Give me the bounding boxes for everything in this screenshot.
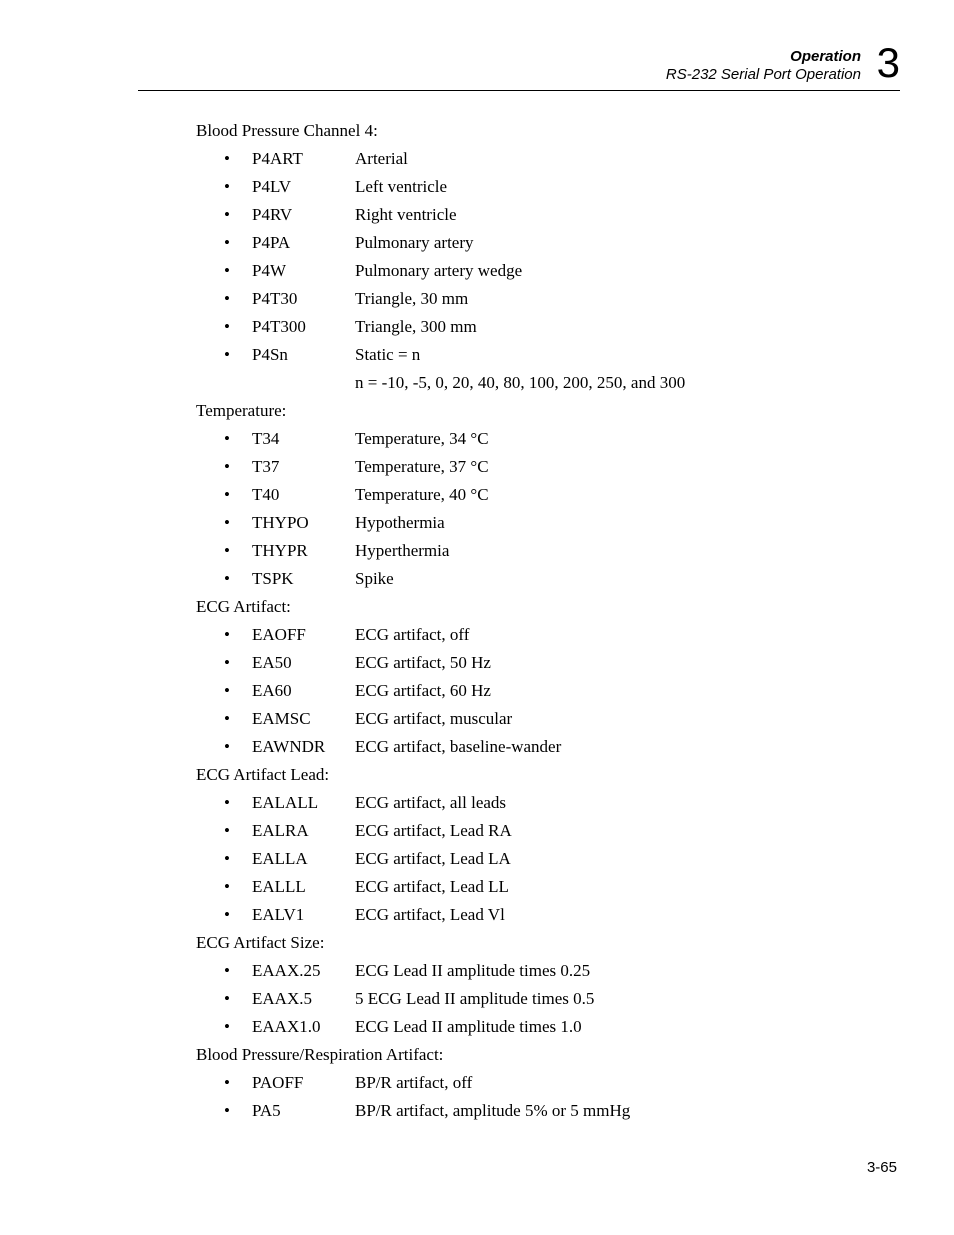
list-item [196, 481, 896, 509]
list-item [196, 453, 896, 481]
list-item [196, 1013, 896, 1041]
command-description: ECG artifact, Lead LA [355, 849, 511, 868]
list-item [196, 565, 896, 593]
list-item [196, 229, 896, 257]
bullet-icon: • [224, 289, 230, 308]
list-item [196, 705, 896, 733]
list-item [196, 425, 896, 453]
section-heading: ECG Artifact Size: [196, 933, 325, 952]
list-item [196, 145, 896, 173]
command-code: EALLL [252, 877, 306, 896]
command-description: ECG artifact, 50 Hz [355, 653, 491, 672]
bullet-icon: • [224, 1017, 230, 1036]
list-item [196, 957, 896, 985]
command-description: ECG artifact, Lead RA [355, 821, 512, 840]
command-description: Temperature, 34 °C [355, 429, 489, 448]
bullet-icon: • [224, 1101, 230, 1120]
bullet-icon: • [224, 877, 230, 896]
bullet-icon: • [224, 625, 230, 644]
section-heading: Blood Pressure Channel 4: [196, 121, 378, 140]
bullet-icon: • [224, 793, 230, 812]
list-item [196, 1097, 896, 1125]
bullet-icon: • [224, 961, 230, 980]
command-description: Left ventricle [355, 177, 448, 196]
command-code: EAMSC [252, 709, 311, 728]
command-code: EA60 [252, 681, 292, 700]
command-description: BP/R artifact, off [355, 1073, 473, 1092]
command-code: EAAX1.0 [252, 1017, 321, 1036]
list-item [196, 901, 896, 929]
section-heading: ECG Artifact Lead: [196, 765, 330, 784]
command-code: THYPR [252, 541, 308, 560]
bullet-icon: • [224, 205, 230, 224]
bullet-icon: • [224, 345, 230, 364]
section-heading: Blood Pressure/Respiration Artifact: [196, 1045, 444, 1064]
list-item [196, 341, 896, 369]
bullet-icon: • [224, 513, 230, 532]
note-text: n = -10, -5, 0, 20, 40, 80, 100, 200, 250, and 300 [355, 373, 686, 392]
list-item [196, 873, 896, 901]
command-description: Pulmonary artery wedge [355, 261, 523, 280]
command-description: ECG artifact, baseline-wander [355, 737, 562, 756]
command-description: Static = n [355, 345, 421, 364]
command-description: ECG artifact, muscular [355, 709, 513, 728]
list-item [196, 537, 896, 565]
command-description: ECG Lead II amplitude times 1.0 [355, 1017, 582, 1036]
header-section-title: Operation [790, 48, 861, 65]
list-item [196, 789, 896, 817]
page-header [138, 39, 900, 91]
command-description: Temperature, 40 °C [355, 485, 489, 504]
list-item [196, 201, 896, 229]
command-code: P4ART [252, 149, 303, 168]
command-code: THYPO [252, 513, 309, 532]
bullet-icon: • [224, 1073, 230, 1092]
command-code: T34 [252, 429, 280, 448]
command-description: ECG Lead II amplitude times 0.25 [355, 961, 591, 980]
command-code: EALLA [252, 849, 308, 868]
command-description: BP/R artifact, amplitude 5% or 5 mmHg [355, 1101, 631, 1120]
command-description: Triangle, 300 mm [355, 317, 477, 336]
command-code: EALV1 [252, 905, 305, 924]
command-description: Triangle, 30 mm [355, 289, 469, 308]
list-item [196, 817, 896, 845]
command-code: EALALL [252, 793, 319, 812]
command-description: ECG artifact, off [355, 625, 470, 644]
static-values-note [196, 369, 896, 397]
command-description: ECG artifact, 60 Hz [355, 681, 491, 700]
command-description: Right ventricle [355, 205, 457, 224]
bullet-icon: • [224, 989, 230, 1008]
command-code: P4LV [252, 177, 292, 196]
list-item [196, 173, 896, 201]
command-code: P4T300 [252, 317, 306, 336]
command-description: 5 ECG Lead II amplitude times 0.5 [355, 989, 595, 1008]
command-code: EAOFF [252, 625, 306, 644]
command-list [196, 117, 896, 1125]
list-item [196, 1069, 896, 1097]
bullet-icon: • [224, 653, 230, 672]
command-code: P4W [252, 261, 286, 280]
command-code: P4Sn [252, 345, 288, 364]
running-header [666, 48, 861, 84]
command-code: T37 [252, 457, 280, 476]
header-subsection-title: RS-232 Serial Port Operation [665, 66, 861, 83]
command-code: P4PA [252, 233, 291, 252]
bullet-icon: • [224, 233, 230, 252]
bullet-icon: • [224, 709, 230, 728]
command-code: P4RV [252, 205, 293, 224]
bullet-icon: • [224, 261, 230, 280]
chapter-number: 3 [876, 39, 900, 86]
command-description: Hypothermia [355, 513, 445, 532]
bullet-icon: • [224, 149, 230, 168]
bullet-icon: • [224, 737, 230, 756]
bullet-icon: • [224, 541, 230, 560]
bullet-icon: • [224, 849, 230, 868]
command-description: ECG artifact, Lead LL [355, 877, 509, 896]
bullet-icon: • [224, 681, 230, 700]
bullet-icon: • [224, 905, 230, 924]
bullet-icon: • [224, 317, 230, 336]
command-code: T40 [252, 485, 280, 504]
command-code: EA50 [252, 653, 292, 672]
command-code: TSPK [252, 569, 294, 588]
command-description: Hyperthermia [355, 541, 450, 560]
list-item [196, 985, 896, 1013]
command-code: EAAX.5 [252, 989, 312, 1008]
list-item [196, 313, 896, 341]
list-item [196, 649, 896, 677]
command-description: Spike [355, 569, 394, 588]
list-item [196, 845, 896, 873]
command-code: P4T30 [252, 289, 298, 308]
bullet-icon: • [224, 457, 230, 476]
list-item [196, 257, 896, 285]
command-code: PAOFF [252, 1073, 304, 1092]
section-heading: Temperature: [196, 401, 287, 420]
command-code: PA5 [252, 1101, 281, 1120]
page-number: 3-65 [866, 1159, 897, 1176]
command-description: Arterial [355, 149, 408, 168]
command-code: EALRA [252, 821, 309, 840]
list-item [196, 509, 896, 537]
command-code: EAWNDR [252, 737, 326, 756]
list-item [196, 285, 896, 313]
command-description: Pulmonary artery [355, 233, 474, 252]
section-heading: ECG Artifact: [196, 597, 291, 616]
bullet-icon: • [224, 177, 230, 196]
command-description: Temperature, 37 °C [355, 457, 489, 476]
bullet-icon: • [224, 569, 230, 588]
list-item [196, 733, 896, 761]
command-description: ECG artifact, Lead Vl [355, 905, 505, 924]
command-code: EAAX.25 [252, 961, 321, 980]
list-item [196, 677, 896, 705]
command-description: ECG artifact, all leads [355, 793, 507, 812]
list-item [196, 621, 896, 649]
bullet-icon: • [224, 429, 230, 448]
bullet-icon: • [224, 821, 230, 840]
bullet-icon: • [224, 485, 230, 504]
